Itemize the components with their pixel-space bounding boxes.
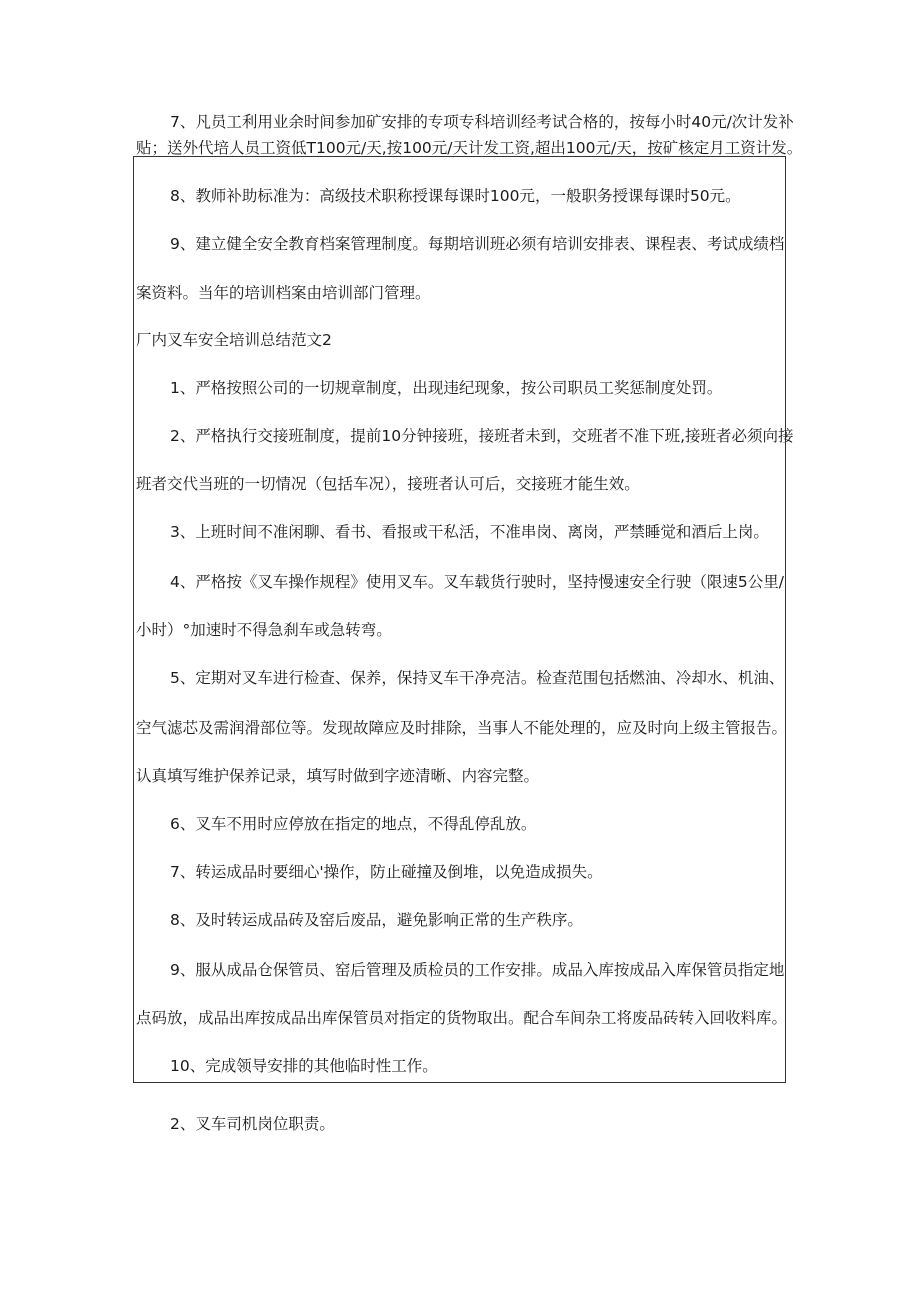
rule-2-line1: 2、严格执行交接班制度，提前10分钟接班，接班者未到，交班者不准下班,接班者必须向接 <box>170 427 794 445</box>
rule-2-line2: 班者交代当班的一切情况（包括车况），接班者认可后，交接班才能生效。 <box>136 475 640 493</box>
rule-3: 3、上班时间不准闲聊、看书、看报或干私活，不准串岗、离岗，严禁睡觉和酒后上岗。 <box>170 523 769 541</box>
rule-9-line1: 9、服从成品仓保管员、窑后管理及质检员的工作安排。成品入库按成品入库保管员指定地 <box>170 961 785 979</box>
paragraph-7-line2: 贴；送外代培人员工资低T100元/天,按100元/天计发工资,超出100元/天，按矿核定月工资计发。 <box>136 139 803 157</box>
paragraph-9-line2: 案资料。当年的培训档案由培训部门管理。 <box>136 284 431 302</box>
rule-4-line2: 小时）°加速时不得急刹车或急转弯。 <box>136 621 392 639</box>
paragraph-8: 8、教师补助标准为：高级技术职称授课每课时100元，一般职务授课每课时50元。 <box>170 187 741 205</box>
rule-8: 8、及时转运成品砖及窑后废品，避免影响正常的生产秩序。 <box>170 911 583 929</box>
rule-5-line1: 5、定期对叉车进行检查、保养，保持叉车干净亮洁。检查范围包括燃油、冷却水、机油、 <box>170 669 785 687</box>
rule-9-line2: 点码放，成品出库按成品出库保管员对指定的货物取出。配合车间杂工将废品砖转入回收料库。 <box>136 1009 788 1027</box>
rule-5-line3: 认真填写维护保养记录，填写时做到字迹清晰、内容完整。 <box>136 767 540 785</box>
paragraph-9-line1: 9、建立健全安全教育档案管理制度。每期培训班必须有培训安排表、课程表、考试成绩档 <box>170 235 785 253</box>
rule-5-line2: 空气滤芯及需润滑部位等。发现故障应及时排除，当事人不能处理的，应及时向上级主管报告。 <box>136 719 788 737</box>
rule-10: 10、完成领导安排的其他临时性工作。 <box>170 1057 438 1075</box>
paragraph-7-line1: 7、凡员工利用业余时间参加矿安排的专项专科培训经考试合格的，按每小时40元/次计发补 <box>170 113 794 131</box>
section-heading: 厂内叉车安全培训总结范文2 <box>136 331 332 349</box>
rule-1: 1、严格按照公司的一切规章制度，出现违纪现象，按公司职员工奖惩制度处罚。 <box>170 379 723 397</box>
rule-7: 7、转运成品时要细心'操作，防止碰撞及倒堆，以免造成损失。 <box>170 863 603 881</box>
rule-6: 6、叉车不用时应停放在指定的地点，不得乱停乱放。 <box>170 815 537 833</box>
rule-4-line1: 4、严格按《叉车操作规程》使用叉车。叉车载货行驶时，坚持慢速安全行驶（限速5公里/ <box>170 573 784 591</box>
after-section-heading: 2、叉车司机岗位职责。 <box>170 1115 335 1133</box>
